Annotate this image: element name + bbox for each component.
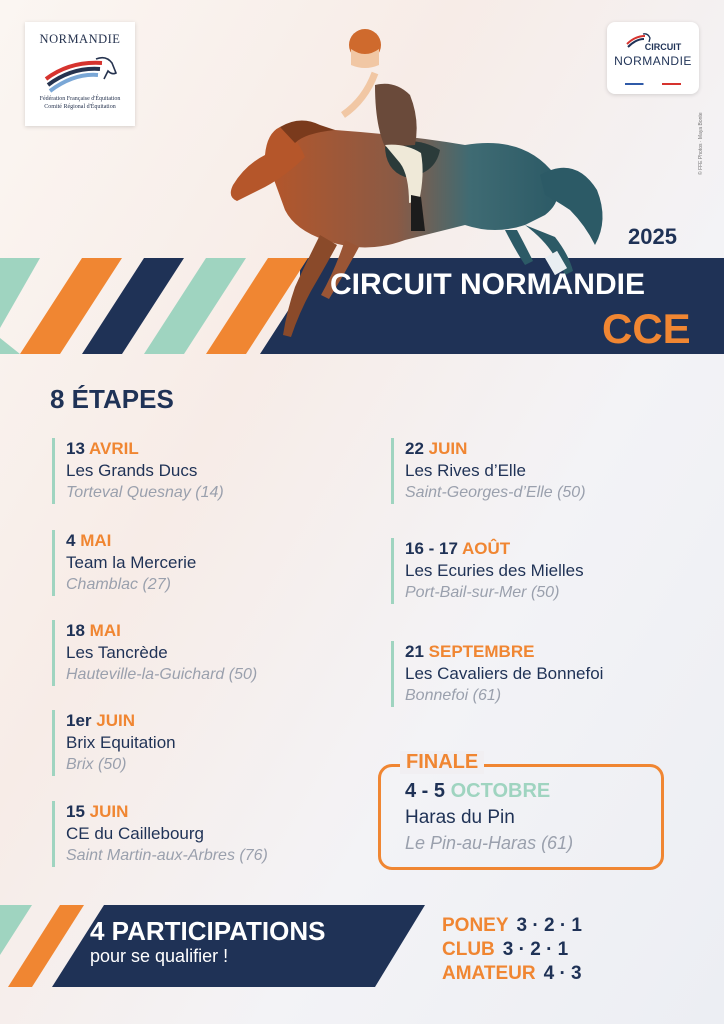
event-bar	[52, 620, 55, 686]
category-name: PONEY	[442, 915, 509, 936]
event-place: Port-Bail-sur-Mer (50)	[405, 584, 560, 601]
event-bar	[391, 641, 394, 707]
normandie-federation-logo	[25, 22, 135, 126]
event-month: AOÛT	[462, 539, 511, 558]
finale-month: OCTOBRE	[450, 780, 551, 802]
event-bar	[391, 538, 394, 604]
event-item	[391, 641, 603, 707]
event-month: MAI	[80, 531, 112, 550]
tricolor-underline	[625, 83, 681, 85]
event-item	[52, 438, 224, 504]
event-name: Les Tancrède	[66, 643, 168, 662]
category-row	[442, 963, 582, 985]
finale-place: Le Pin-au-Haras (61)	[405, 833, 574, 853]
event-name: CE du Caillebourg	[66, 824, 204, 843]
event-place: Saint-Georges-d’Elle (50)	[405, 484, 586, 501]
event-place: Torteval Quesnay (14)	[66, 484, 224, 501]
main-title: CIRCUIT NORMANDIE	[330, 268, 645, 301]
event-bar	[52, 710, 55, 776]
event-bar	[52, 438, 55, 504]
event-item	[52, 710, 176, 776]
event-day: 16 - 17	[405, 539, 458, 558]
event-name: Les Grands Ducs	[66, 461, 198, 480]
horse-head-logo-icon	[40, 49, 120, 95]
event-day: 22	[405, 439, 424, 458]
discipline-title: CCE	[602, 305, 691, 352]
event-place: Bonnefoi (61)	[405, 687, 502, 704]
category-name: AMATEUR	[442, 963, 536, 984]
event-day: 21	[405, 642, 424, 661]
event-month: JUIN	[428, 439, 468, 458]
event-name: Les Rives d’Elle	[405, 461, 526, 480]
event-month: JUIN	[89, 802, 129, 821]
event-item	[52, 530, 196, 596]
circuit-normandie-logo	[607, 22, 699, 94]
participations-subtitle: pour se qualifier !	[90, 946, 229, 966]
event-item	[52, 801, 268, 867]
logo-normandie-text: NORMANDIE	[614, 54, 692, 68]
horse-head-small-icon	[625, 30, 651, 50]
stages-heading: 8 ÉTAPES	[50, 384, 174, 414]
event-place: Chamblac (27)	[66, 576, 171, 593]
event-place: Saint Martin-aux-Arbres (76)	[66, 847, 268, 864]
event-name: Team la Mercerie	[66, 553, 197, 572]
event-day: 18	[66, 621, 85, 640]
event-place: Brix (50)	[66, 756, 127, 773]
event-place: Hauteville-la-Guichard (50)	[66, 666, 258, 683]
category-value: 4 · 3	[543, 963, 582, 984]
category-name: CLUB	[442, 939, 495, 960]
event-name: Brix Equitation	[66, 733, 176, 752]
logo-sub-line-2: Comité Régional d'Équitation	[44, 104, 116, 110]
event-day: 4	[66, 531, 76, 550]
logo-circuit-text: CIRCUIT	[644, 42, 682, 52]
event-month: JUIN	[96, 711, 135, 730]
category-row	[442, 939, 568, 961]
participations-title: 4 PARTICIPATIONS	[90, 916, 326, 946]
finale-label: FINALE	[400, 751, 484, 774]
event-month: AVRIL	[89, 439, 139, 458]
logo-brand-text: NORMANDIE	[39, 32, 121, 46]
event-item	[52, 620, 257, 686]
event-item	[391, 438, 586, 504]
event-bar	[52, 530, 55, 596]
photo-credit: © FFE Photos · Maya Bonte	[698, 112, 704, 175]
event-name: Les Ecuries des Mielles	[405, 561, 584, 580]
event-name: Les Cavaliers de Bonnefoi	[405, 664, 604, 683]
finale-date	[405, 780, 550, 803]
event-item	[391, 538, 584, 604]
event-bar	[52, 801, 55, 867]
event-bar	[391, 438, 394, 504]
event-month: MAI	[89, 621, 121, 640]
category-value: 3 · 2 · 1	[502, 939, 569, 960]
event-day: 15	[66, 802, 85, 821]
category-row	[442, 915, 582, 937]
event-month: SEPTEMBRE	[428, 642, 535, 661]
event-day: 1er	[66, 711, 92, 730]
logo-sub-line-1: Fédération Française d'Équitation	[39, 96, 121, 102]
year-label: 2025	[628, 224, 677, 249]
category-value: 3 · 2 · 1	[516, 915, 583, 936]
event-day: 13	[66, 439, 85, 458]
horse-rider-photo	[225, 25, 615, 365]
finale-name: Haras du Pin	[405, 807, 515, 828]
finale-day: 4 - 5	[405, 780, 446, 802]
